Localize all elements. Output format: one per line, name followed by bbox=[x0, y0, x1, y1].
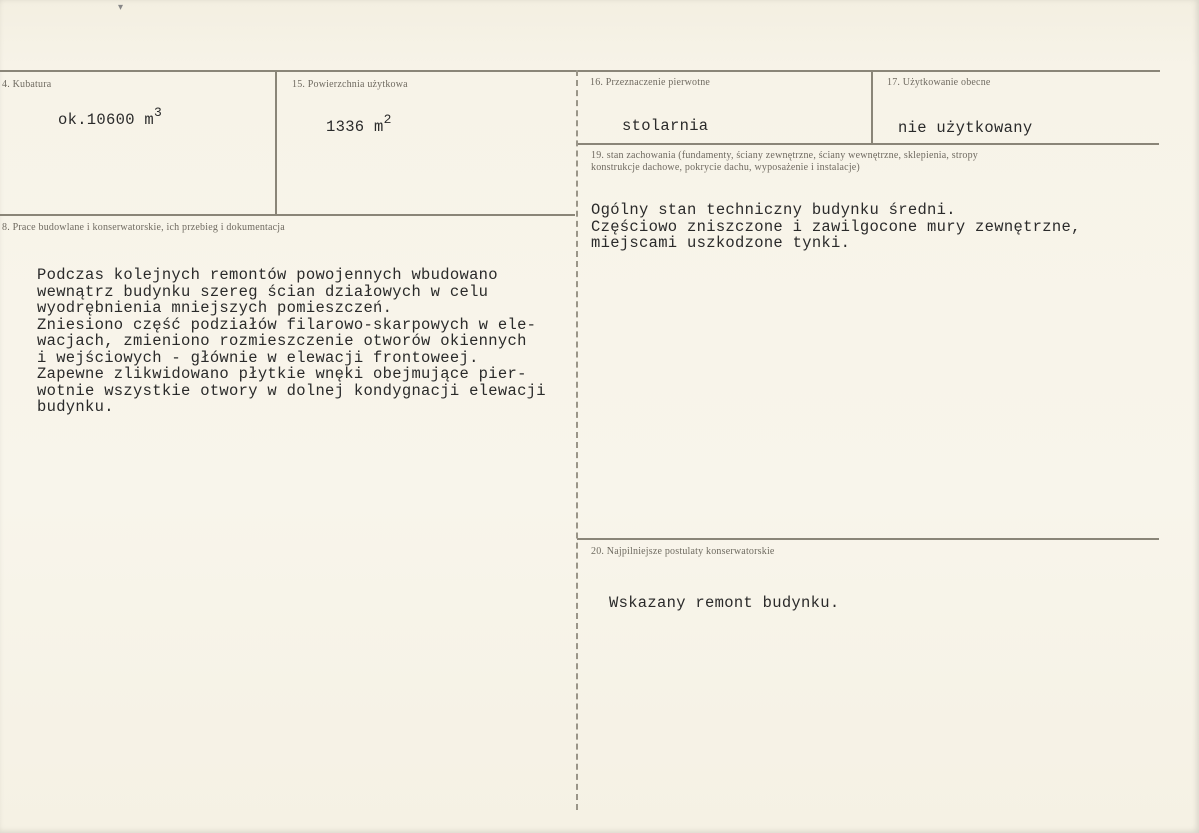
powierzchnia-unit-exponent: 2 bbox=[383, 112, 392, 127]
kubatura-value bbox=[58, 105, 163, 130]
przeznaczenie-value: stolarnia bbox=[622, 117, 709, 135]
kubatura-number: ok.10600 m bbox=[58, 111, 155, 129]
postulaty-label: 20. Najpilniejsze postulaty konserwatorskie bbox=[591, 546, 775, 557]
stan-bottom-rule bbox=[577, 538, 1159, 540]
powierzchnia-value bbox=[326, 112, 392, 137]
uzytkowanie-value: nie użytkowany bbox=[898, 119, 1033, 137]
stan-text: Ogólny stan techniczny budynku średni. Częściowo zniszczone i zawilgocone mury zewnętrzne, miejscami uszkodzone tynki. bbox=[591, 201, 1081, 252]
uzytkowanie-label: 17. Użytkowanie obecne bbox=[887, 77, 991, 88]
divider-uzytkowanie bbox=[871, 70, 873, 144]
stan-label: 19. stan zachowania (fundamenty, ściany zewnętrzne, ściany wewnętrzne, sklepienia, stropy konstrukcje dachowe, pokrycie dachu, wyposażenie i instalacje) bbox=[591, 150, 979, 173]
row1-bottom-rule-left bbox=[0, 214, 575, 216]
row1-bottom-rule-right bbox=[577, 143, 1159, 145]
top-rule bbox=[0, 70, 1160, 72]
divider-kubatura bbox=[275, 70, 277, 215]
powierzchnia-label: 15. Powierzchnia użytkowa bbox=[292, 79, 408, 90]
powierzchnia-number: 1336 m bbox=[326, 118, 384, 136]
divider-center bbox=[576, 70, 578, 810]
corner-mark: ▾ bbox=[118, 2, 124, 13]
postulaty-text: Wskazany remont budynku. bbox=[609, 594, 840, 612]
kubatura-label: 4. Kubatura bbox=[2, 79, 52, 90]
przeznaczenie-label: 16. Przeznaczenie pierwotne bbox=[590, 77, 711, 88]
prace-text: Podczas kolejnych remontów powojennych wbudowano wewnątrz budynku szereg ścian działowych w celu wyodrębnienia mniejszych pomieszczeń. Zniesiono część podziałów filarowo-skarpowych w ele- wacjach, zmieniono rozmieszczenie otworów okiennych i wejściowych - głównie w elewacji frontoweej. Zapewne zlikwidowano płytkie wnęki obejmujące pier- wotnie wszystkie otwory w dolnej kondygnacji elewacji budynku. bbox=[37, 266, 546, 416]
kubatura-unit-exponent: 3 bbox=[154, 105, 163, 120]
prace-label: 8. Prace budowlane i konserwatorskie, ich przebieg i dokumentacja bbox=[2, 222, 285, 233]
